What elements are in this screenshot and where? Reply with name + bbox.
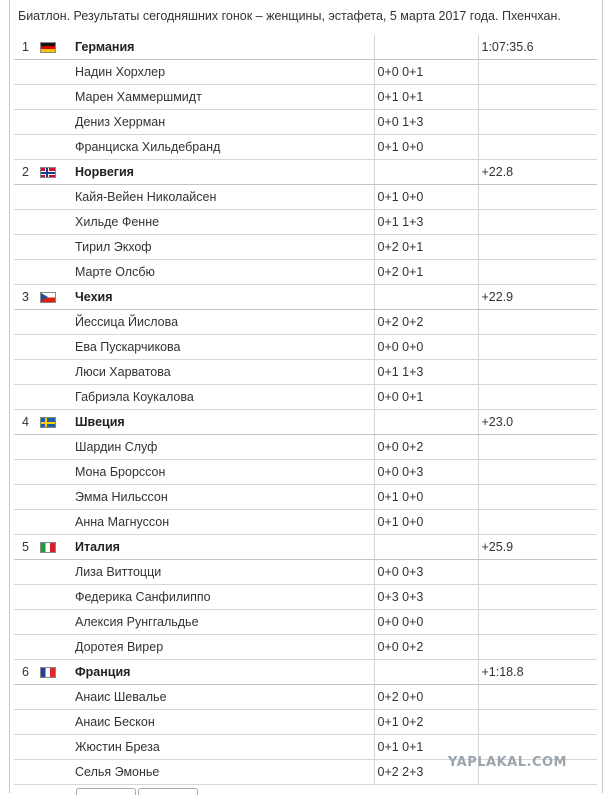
athlete-flag-empty xyxy=(40,685,75,710)
athlete-rank-empty xyxy=(14,510,40,535)
athlete-name: Надин Хорхлер xyxy=(75,60,374,85)
athlete-shooting: 0+3 0+3 xyxy=(374,585,478,610)
athlete-shooting: 0+2 0+1 xyxy=(374,260,478,285)
athlete-name: Марте Олсбю xyxy=(75,260,374,285)
athlete-row xyxy=(14,685,597,710)
athlete-row xyxy=(14,435,597,460)
athlete-flag-empty xyxy=(40,460,75,485)
athlete-time-empty xyxy=(478,85,597,110)
athlete-shooting: 0+0 0+0 xyxy=(374,335,478,360)
athlete-shooting: 0+2 0+0 xyxy=(374,685,478,710)
athlete-flag-empty xyxy=(40,635,75,660)
team-country xyxy=(75,410,374,435)
team-rank: 5 xyxy=(14,535,40,560)
team-rank: 2 xyxy=(14,160,40,185)
athlete-rank-empty xyxy=(14,185,40,210)
athlete-row xyxy=(14,235,597,260)
athlete-shooting: 0+1 1+3 xyxy=(374,210,478,235)
athlete-rank-empty xyxy=(14,210,40,235)
athlete-time-empty xyxy=(478,585,597,610)
athlete-shooting: 0+1 1+3 xyxy=(374,360,478,385)
athlete-shooting: 0+0 0+2 xyxy=(374,635,478,660)
athlete-time-empty xyxy=(478,460,597,485)
athlete-row xyxy=(14,635,597,660)
athlete-row xyxy=(14,185,597,210)
flag-cell xyxy=(40,285,75,310)
athlete-rank-empty xyxy=(14,710,40,735)
athlete-name: Тирил Экхоф xyxy=(75,235,374,260)
athlete-rank-empty xyxy=(14,560,40,585)
team-row xyxy=(14,285,597,310)
athlete-flag-empty xyxy=(40,110,75,135)
athlete-time-empty xyxy=(478,135,597,160)
athlete-flag-empty xyxy=(40,435,75,460)
team-time: +22.9 xyxy=(478,285,597,310)
athlete-flag-empty xyxy=(40,735,75,760)
athlete-rank-empty xyxy=(14,610,40,635)
team-country xyxy=(75,160,374,185)
flag-norway-icon xyxy=(40,167,56,178)
flag-cell xyxy=(40,535,75,560)
athlete-shooting: 0+1 0+0 xyxy=(374,135,478,160)
flag-cell xyxy=(40,410,75,435)
athlete-time-empty xyxy=(478,110,597,135)
flag-sweden-icon xyxy=(40,417,56,428)
athlete-flag-empty xyxy=(40,335,75,360)
athlete-rank-empty xyxy=(14,60,40,85)
team-shooting-empty xyxy=(374,660,478,685)
athlete-name: Люси Харватова xyxy=(75,360,374,385)
athlete-row xyxy=(14,510,597,535)
athlete-name: Доротея Вирер xyxy=(75,635,374,660)
athlete-shooting: 0+0 0+1 xyxy=(374,60,478,85)
athlete-row xyxy=(14,110,597,135)
athlete-row xyxy=(14,360,597,385)
athlete-shooting: 0+0 0+1 xyxy=(374,385,478,410)
team-rank: 6 xyxy=(14,660,40,685)
team-rank: 1 xyxy=(14,35,40,60)
team-time: +22.8 xyxy=(478,160,597,185)
athlete-row xyxy=(14,460,597,485)
athlete-name: Габриэла Коукалова xyxy=(75,385,374,410)
athlete-flag-empty xyxy=(40,135,75,160)
flag-czech-icon xyxy=(40,292,56,303)
athlete-name: Хильде Фенне xyxy=(75,210,374,235)
team-country-label: Германия xyxy=(75,40,135,54)
athlete-name: Эмма Нильссон xyxy=(75,485,374,510)
team-time: +25.9 xyxy=(478,535,597,560)
athlete-row xyxy=(14,210,597,235)
athlete-rank-empty xyxy=(14,760,40,785)
team-shooting-empty xyxy=(374,410,478,435)
athlete-shooting: 0+2 0+1 xyxy=(374,235,478,260)
athlete-flag-empty xyxy=(40,710,75,735)
athlete-time-empty xyxy=(478,335,597,360)
athlete-rank-empty xyxy=(14,260,40,285)
athlete-name: Франциска Хильдебранд xyxy=(75,135,374,160)
athlete-rank-empty xyxy=(14,685,40,710)
team-rank: 4 xyxy=(14,410,40,435)
athlete-shooting: 0+1 0+1 xyxy=(374,735,478,760)
flag-france-icon xyxy=(40,667,56,678)
athlete-flag-empty xyxy=(40,610,75,635)
athlete-shooting: 0+2 0+2 xyxy=(374,310,478,335)
athlete-shooting: 0+0 0+3 xyxy=(374,560,478,585)
athlete-name: Анаис Шевалье xyxy=(75,685,374,710)
athlete-shooting: 0+1 0+2 xyxy=(374,710,478,735)
athlete-flag-empty xyxy=(40,210,75,235)
athlete-rank-empty xyxy=(14,135,40,160)
athlete-shooting: 0+0 0+0 xyxy=(374,610,478,635)
athlete-time-empty xyxy=(478,385,597,410)
athlete-shooting: 0+1 0+0 xyxy=(374,185,478,210)
team-row xyxy=(14,410,597,435)
athlete-rank-empty xyxy=(14,485,40,510)
athlete-time-empty xyxy=(478,635,597,660)
athlete-flag-empty xyxy=(40,760,75,785)
athlete-rank-empty xyxy=(14,460,40,485)
flag-italy-icon xyxy=(40,542,56,553)
athlete-shooting: 0+0 0+2 xyxy=(374,435,478,460)
athlete-flag-empty xyxy=(40,260,75,285)
athlete-name: Алексия Рунггальдье xyxy=(75,610,374,635)
athlete-rank-empty xyxy=(14,635,40,660)
athlete-row xyxy=(14,585,597,610)
flag-cell xyxy=(40,35,75,60)
athlete-time-empty xyxy=(478,685,597,710)
athlete-time-empty xyxy=(478,360,597,385)
athlete-time-empty xyxy=(478,185,597,210)
athlete-flag-empty xyxy=(40,385,75,410)
athlete-time-empty xyxy=(478,485,597,510)
team-time: +23.0 xyxy=(478,410,597,435)
athlete-time-empty xyxy=(478,510,597,535)
watermark-logo: YAPLAKAL.COM xyxy=(448,755,567,770)
athlete-row xyxy=(14,260,597,285)
team-country xyxy=(75,35,374,60)
team-row xyxy=(14,660,597,685)
team-country xyxy=(75,660,374,685)
results-table xyxy=(14,35,597,785)
athlete-shooting: 0+0 0+3 xyxy=(374,460,478,485)
athlete-rank-empty xyxy=(14,85,40,110)
athlete-row xyxy=(14,335,597,360)
athlete-flag-empty xyxy=(40,310,75,335)
athlete-flag-empty xyxy=(40,185,75,210)
athlete-time-empty xyxy=(478,710,597,735)
athlete-row xyxy=(14,60,597,85)
team-shooting-empty xyxy=(374,160,478,185)
team-row xyxy=(14,160,597,185)
team-country-label: Франция xyxy=(75,665,131,679)
athlete-name: Дениз Херрман xyxy=(75,110,374,135)
athlete-rank-empty xyxy=(14,585,40,610)
athlete-rank-empty xyxy=(14,310,40,335)
team-shooting-empty xyxy=(374,535,478,560)
team-country-label: Чехия xyxy=(75,290,113,304)
athlete-name: Ева Пускарчикова xyxy=(75,335,374,360)
athlete-rank-empty xyxy=(14,735,40,760)
athlete-time-empty xyxy=(478,60,597,85)
athlete-flag-empty xyxy=(40,510,75,535)
athlete-row xyxy=(14,385,597,410)
athlete-time-empty xyxy=(478,610,597,635)
athlete-shooting: 0+1 0+0 xyxy=(374,485,478,510)
athlete-name: Федерика Санфилиппо xyxy=(75,585,374,610)
athlete-name: Анаис Бескон xyxy=(75,710,374,735)
athlete-flag-empty xyxy=(40,235,75,260)
athlete-time-empty xyxy=(478,210,597,235)
athlete-row xyxy=(14,485,597,510)
flag-cell xyxy=(40,160,75,185)
flag-cell xyxy=(40,660,75,685)
athlete-row xyxy=(14,135,597,160)
team-country-label: Швеция xyxy=(75,415,125,429)
athlete-name: Жюстин Бреза xyxy=(75,735,374,760)
athlete-rank-empty xyxy=(14,385,40,410)
athlete-name: Кайя-Вейен Николайсен xyxy=(75,185,374,210)
athlete-name: Анна Магнуссон xyxy=(75,510,374,535)
athlete-name: Лиза Виттоцци xyxy=(75,560,374,585)
athlete-row xyxy=(14,560,597,585)
team-country xyxy=(75,535,374,560)
athlete-flag-empty xyxy=(40,560,75,585)
athlete-time-empty xyxy=(478,260,597,285)
team-row xyxy=(14,535,597,560)
bottom-button-left[interactable] xyxy=(76,788,136,795)
athlete-row xyxy=(14,610,597,635)
athlete-shooting: 0+2 2+3 xyxy=(374,760,478,785)
athlete-name: Йессица Йислова xyxy=(75,310,374,335)
athlete-shooting: 0+1 0+1 xyxy=(374,85,478,110)
team-country-label: Норвегия xyxy=(75,165,134,179)
page-caption: Биатлон. Результаты сегодняшних гонок – женщины, эстафета, 5 марта 2017 года. Пхенчхан. xyxy=(18,9,561,23)
athlete-flag-empty xyxy=(40,485,75,510)
athlete-row xyxy=(14,85,597,110)
team-shooting-empty xyxy=(374,285,478,310)
team-time: +1:18.8 xyxy=(478,660,597,685)
team-time: 1:07:35.6 xyxy=(478,35,597,60)
athlete-rank-empty xyxy=(14,335,40,360)
athlete-flag-empty xyxy=(40,360,75,385)
athlete-name: Шардин Слуф xyxy=(75,435,374,460)
athlete-shooting: 0+0 1+3 xyxy=(374,110,478,135)
athlete-rank-empty xyxy=(14,360,40,385)
bottom-button-right[interactable] xyxy=(138,788,198,795)
athlete-name: Селья Эмонье xyxy=(75,760,374,785)
team-country xyxy=(75,285,374,310)
athlete-rank-empty xyxy=(14,235,40,260)
athlete-time-empty xyxy=(478,235,597,260)
athlete-row xyxy=(14,310,597,335)
flag-germany-icon xyxy=(40,42,56,53)
athlete-time-empty xyxy=(478,560,597,585)
athlete-time-empty xyxy=(478,310,597,335)
team-country-label: Италия xyxy=(75,540,120,554)
athlete-flag-empty xyxy=(40,85,75,110)
athlete-rank-empty xyxy=(14,110,40,135)
athlete-shooting: 0+1 0+0 xyxy=(374,510,478,535)
athlete-flag-empty xyxy=(40,585,75,610)
athlete-name: Мона Брорссон xyxy=(75,460,374,485)
athlete-name: Марен Хаммершмидт xyxy=(75,85,374,110)
athlete-flag-empty xyxy=(40,60,75,85)
athlete-rank-empty xyxy=(14,435,40,460)
team-shooting-empty xyxy=(374,35,478,60)
athlete-time-empty xyxy=(478,435,597,460)
team-row xyxy=(14,35,597,60)
athlete-row xyxy=(14,710,597,735)
team-rank: 3 xyxy=(14,285,40,310)
